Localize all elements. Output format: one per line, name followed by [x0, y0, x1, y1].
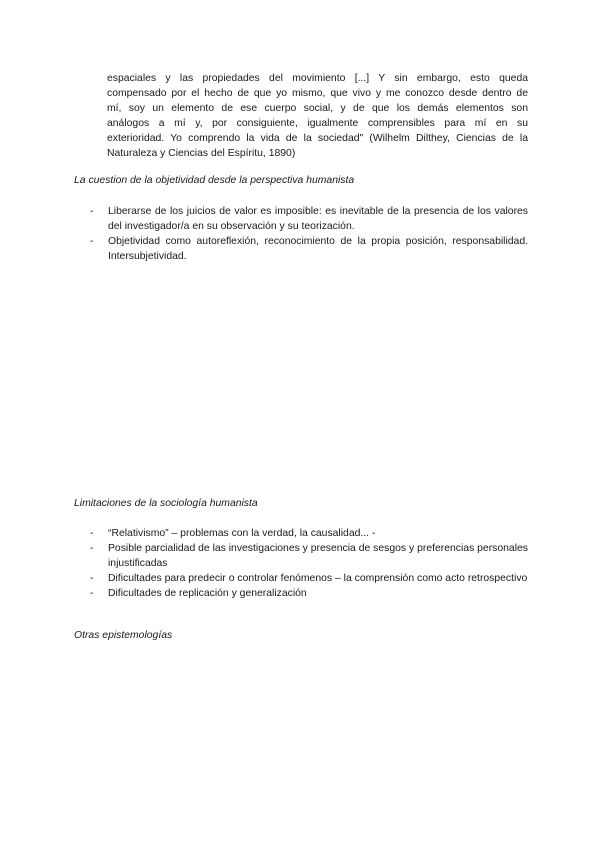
dilthey-quote	[107, 71, 528, 162]
list-item	[90, 541, 528, 571]
quote-line: exterioridad. Yo comprendo la vida de la sociedad" (Wilhelm Dilthey, Ciencias de la	[107, 133, 528, 145]
dash-bullet: -	[90, 206, 94, 217]
list-limitaciones	[90, 526, 528, 601]
list-item	[90, 526, 528, 541]
dash-bullet: -	[90, 588, 94, 600]
dash-bullet: -	[90, 528, 94, 539]
heading-otras-epistemologias: Otras epistemologías	[74, 630, 173, 641]
list-objetividad	[90, 204, 528, 264]
list-item	[90, 234, 528, 264]
quote-line: compensado por el hecho de que yo mismo, que vivo y me conozco desde dentro de	[107, 88, 528, 100]
list-item-text: Dificultades para predecir o controlar fenómenos – la comprensión como acto retrospectivo	[108, 573, 528, 585]
list-item-text: Posible parcialidad de las investigaciones y presencia de sesgos y preferencias personales injustificadas	[108, 543, 528, 570]
quote-line: espaciales y las propiedades del movimiento [...] Y sin embargo, esto queda	[107, 73, 528, 84]
list-item	[90, 204, 528, 234]
list-item-text: “Relativismo” – problemas con la verdad, la causalidad... -	[108, 528, 376, 539]
quote-line: mí, soy un elemento de ese cuerpo social, y de que los demás elementos son	[107, 103, 528, 115]
list-item-text: Dificultades de replicación y generalización	[108, 588, 307, 600]
dash-bullet: -	[90, 543, 94, 555]
quote-line: análogos a mí y, por consiguiente, igualmente comprensibles para mí en su	[107, 118, 528, 130]
heading-limitaciones: Limitaciones de la sociología humanista	[74, 498, 258, 509]
dash-bullet: -	[90, 573, 94, 585]
dash-bullet: -	[90, 236, 94, 248]
quote-line: Naturaleza y Ciencias del Espíritu, 1890)	[107, 148, 296, 160]
list-item-text: Liberarse de los juicios de valor es imposible: es inevitable de la presencia de los valores del investigador/a en su observación y su teorización.	[108, 206, 528, 233]
list-item-text: Objetividad como autoreflexión, reconocimiento de la propia posición, responsabilidad. Intersubjetividad.	[108, 236, 528, 263]
list-item	[90, 586, 528, 601]
heading-objetividad: La cuestion de la objetividad desde la perspectiva humanista	[74, 175, 355, 186]
list-item	[90, 571, 528, 586]
